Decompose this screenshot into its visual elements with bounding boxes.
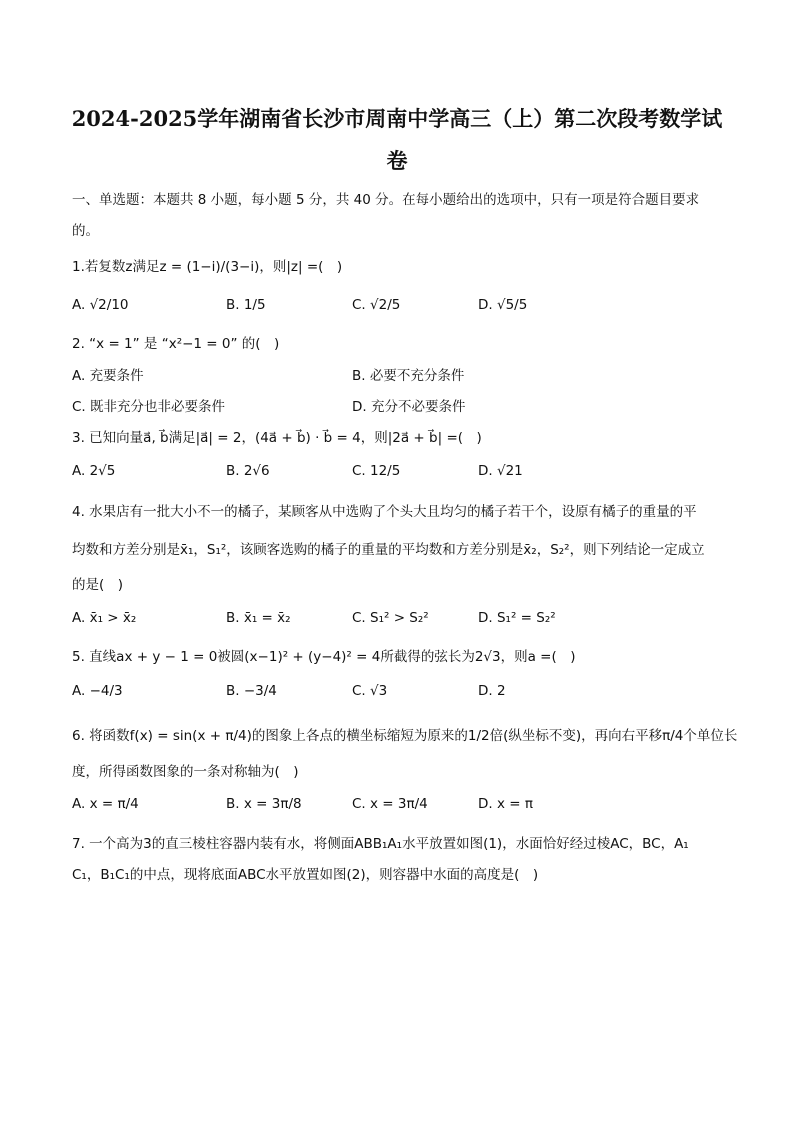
q4-option-d: D. S₁² = S₂² [478, 610, 556, 626]
q6-option-b: B. x = 3π/8 [226, 796, 302, 812]
q5-option-d: D. 2 [478, 683, 506, 699]
question-4-line-3: 的是( ) [72, 577, 124, 593]
question-7-line-1: 7. 一个高为3的直三棱柱容器内装有水，将侧面ABB₁A₁水平放置如图(1)，水面恰好经过棱AC，BC，A₁ [72, 836, 689, 852]
q6-option-c: C. x = 3π/4 [352, 796, 428, 812]
title-line-1: 2024-2025学年湖南省长沙市周南中学高三（上）第二次段考数学试 [71, 106, 723, 131]
q1-option-c: C. √2/5 [352, 297, 401, 313]
q2-option-c: C. 既非充分也非必要条件 [72, 399, 226, 415]
q2-option-d: D. 充分不必要条件 [352, 399, 466, 415]
q2-option-b: B. 必要不充分条件 [352, 368, 465, 384]
title-line-2: 卷 [386, 148, 408, 173]
question-1-stem: 1.若复数z满足z = (1−i)/(3−i)，则|z| =( ) [72, 259, 343, 275]
q2-option-a: A. 充要条件 [72, 368, 144, 384]
q4-option-b: B. x̄₁ = x̄₂ [226, 610, 291, 626]
q1-option-b: B. 1/5 [226, 297, 266, 313]
section-heading-cont: 的。 [72, 223, 99, 239]
q3-option-d: D. √21 [478, 463, 523, 479]
question-4-line-1: 4. 水果店有一批大小不一的橘子，某顾客从中选购了个头大且均匀的橘子若干个，设原有橘子的重量的平 [72, 504, 697, 520]
q3-option-a: A. 2√5 [72, 463, 116, 479]
question-2-stem: 2. “x = 1” 是 “x²−1 = 0” 的( ) [72, 336, 280, 352]
question-6-line-1: 6. 将函数f(x) = sin(x + π/4)的图象上各点的横坐标缩短为原来的1/2倍(纵坐标不变)，再向右平移π/4个单位长 [72, 728, 738, 744]
q3-option-b: B. 2√6 [226, 463, 270, 479]
q1-option-d: D. √5/5 [478, 297, 528, 313]
question-5-stem: 5. 直线ax + y − 1 = 0被圆(x−1)² + (y−4)² = 4所截得的弦长为2√3，则a =( ) [72, 649, 576, 665]
q5-option-c: C. √3 [352, 683, 388, 699]
q5-option-a: A. −4/3 [72, 683, 123, 699]
q3-option-c: C. 12/5 [352, 463, 401, 479]
q5-option-b: B. −3/4 [226, 683, 277, 699]
question-3-stem: 3. 已知向量a⃗, b⃗满足|a⃗| = 2，(4a⃗ + b⃗) · b⃗ = 4，则|2a⃗ + b⃗| =( ) [72, 430, 482, 446]
q6-option-d: D. x = π [478, 796, 533, 812]
q6-option-a: A. x = π/4 [72, 796, 139, 812]
q4-option-c: C. S₁² > S₂² [352, 610, 429, 626]
section-heading: 一、单选题：本题共 8 小题，每小题 5 分，共 40 分。在每小题给出的选项中，只有一项是符合题目要求 [72, 192, 700, 208]
exam-title [70, 98, 724, 182]
q1-option-a: A. √2/10 [72, 297, 129, 313]
question-7-line-2: C₁，B₁C₁的中点，现将底面ABC水平放置如图(2)，则容器中水面的高度是( ) [72, 867, 539, 883]
question-6-line-2: 度，所得函数图象的一条对称轴为( ) [72, 764, 299, 780]
q4-option-a: A. x̄₁ > x̄₂ [72, 610, 137, 626]
question-4-line-2: 均数和方差分别是x̄₁，S₁²，该顾客选购的橘子的重量的平均数和方差分别是x̄₂，S₂²，则下列结论一定成立 [72, 542, 705, 558]
